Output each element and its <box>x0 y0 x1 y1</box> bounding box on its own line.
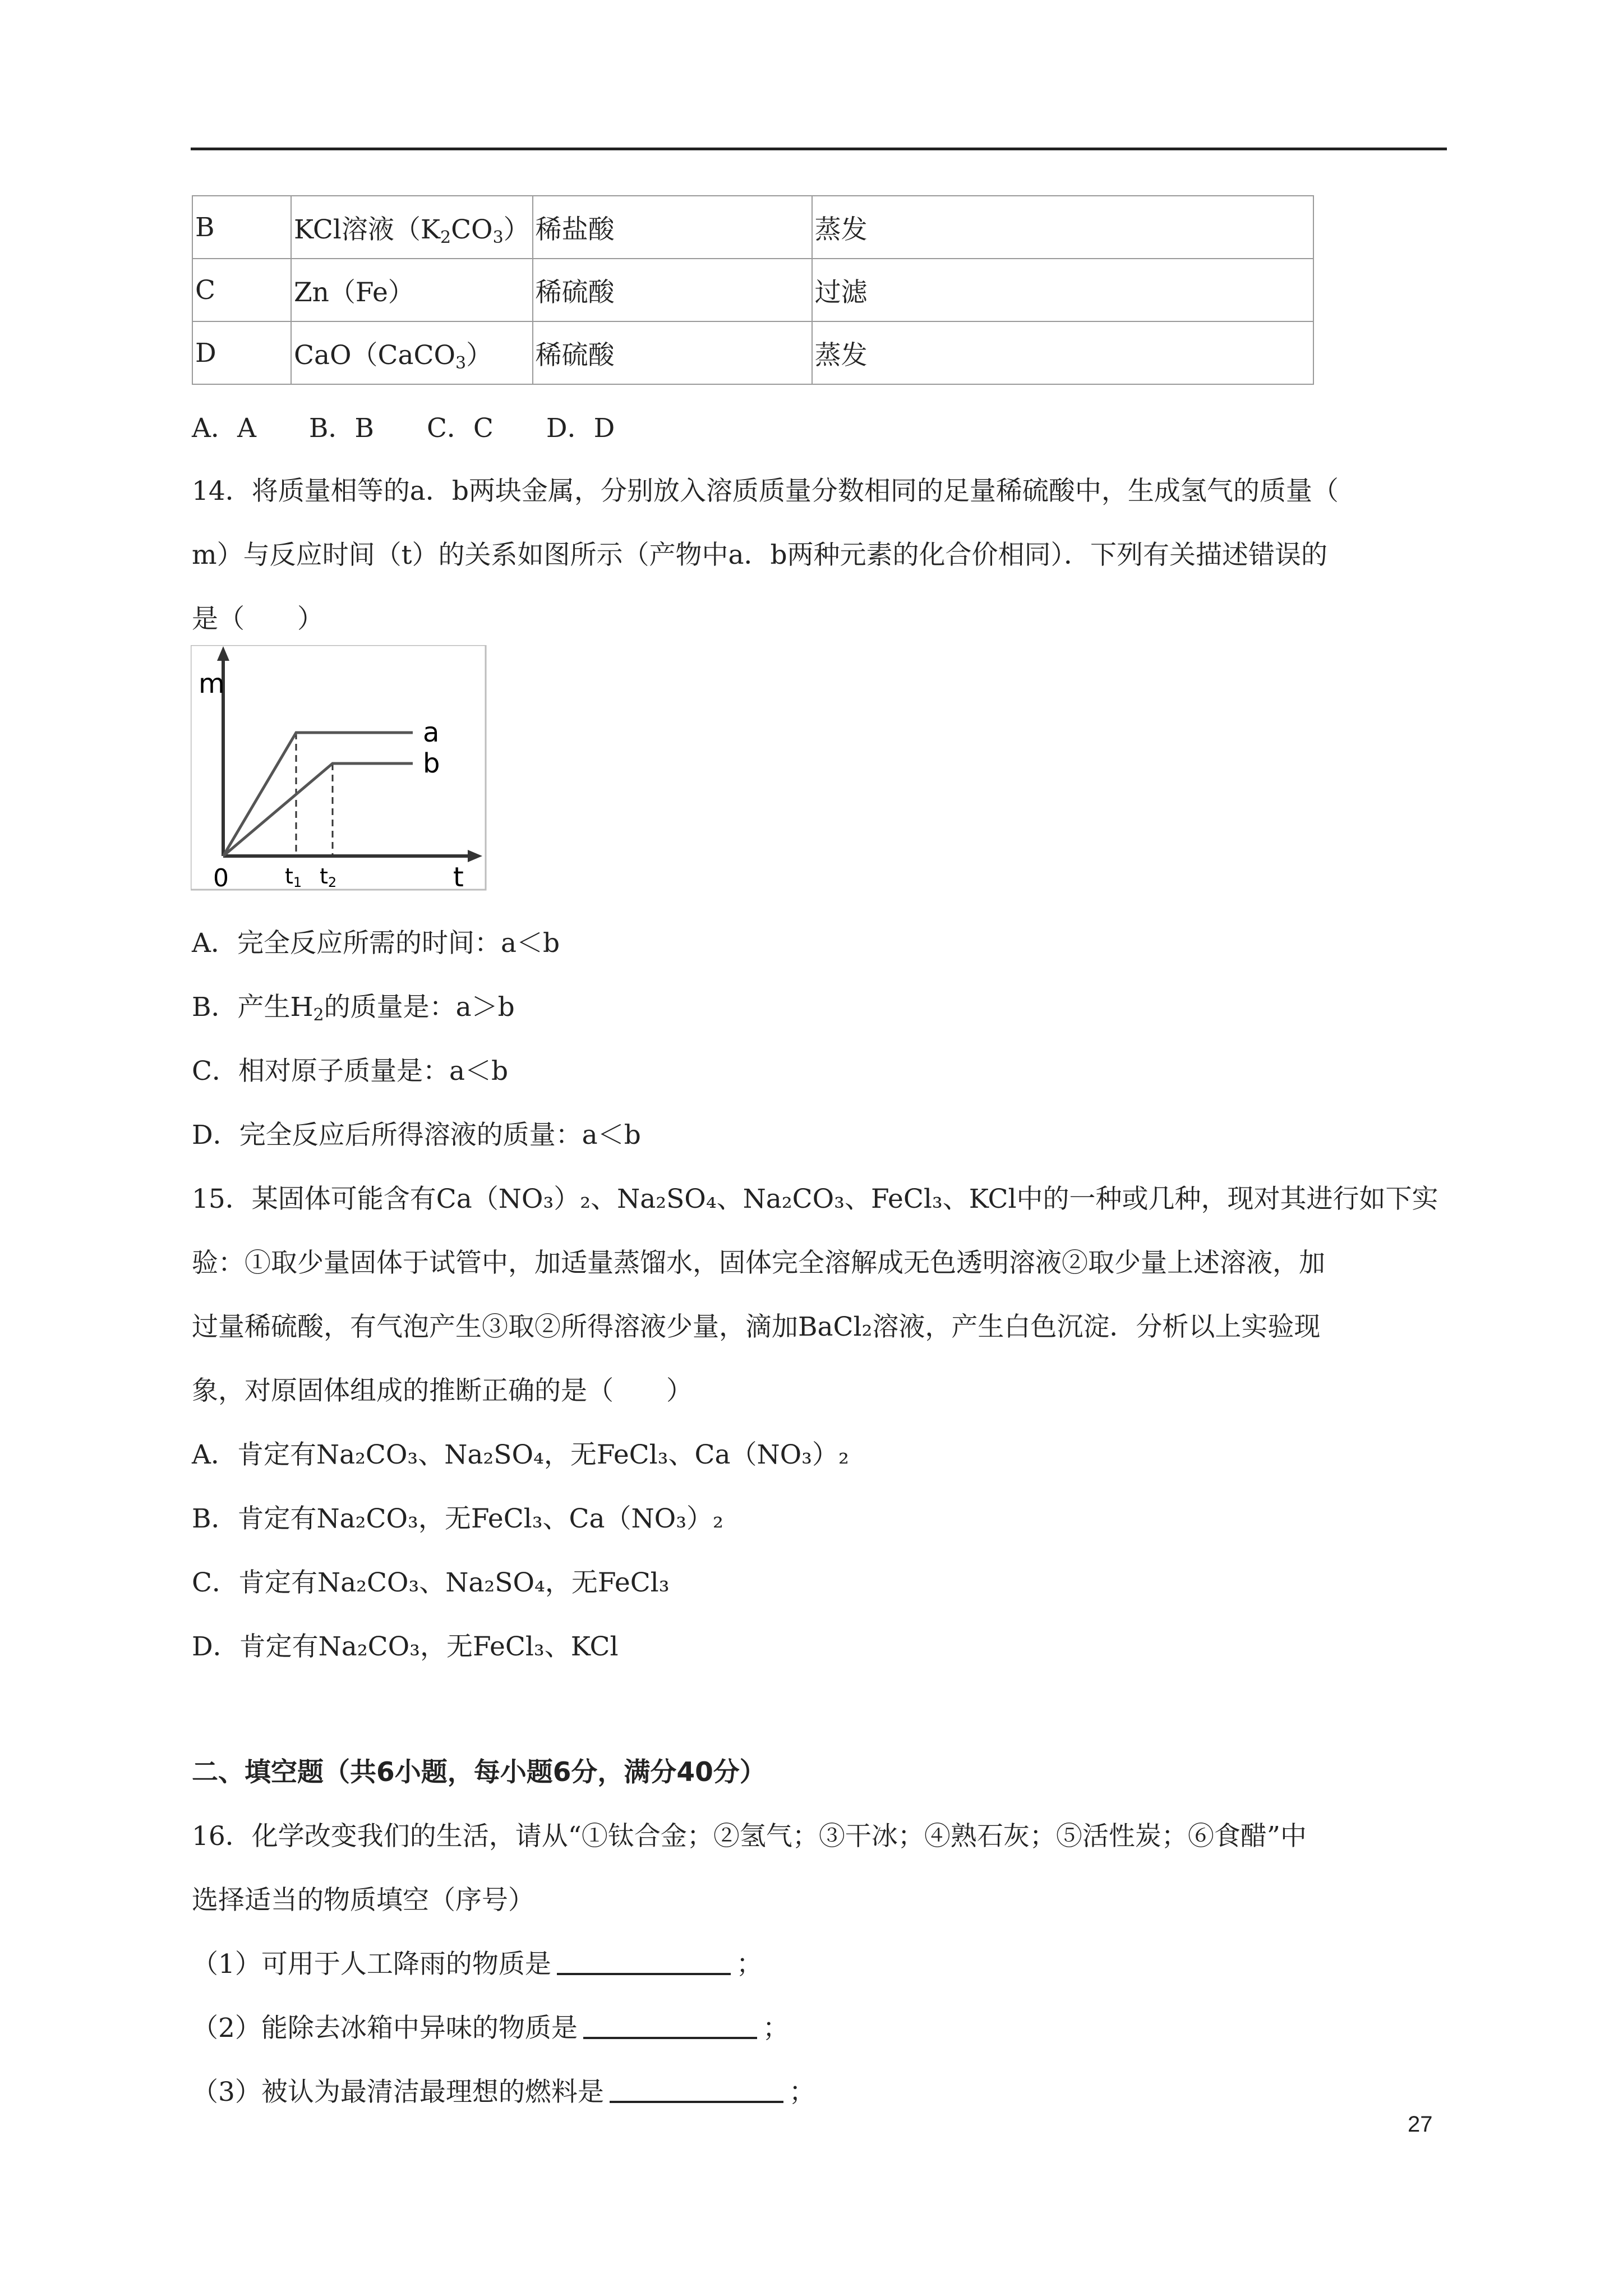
q14-option-a: A．完全反应所需的时间：a＜b <box>192 928 560 959</box>
row-method: 过滤 <box>812 259 1313 321</box>
tick-label-t2: t2 <box>320 864 337 890</box>
row-reagent: 稀盐酸 <box>533 196 812 259</box>
q15-text-line2: 验：①取少量固体于试管中，加适量蒸馏水，固体完全溶解成无色透明溶液②取少量上述溶液，加 <box>192 1248 1325 1278</box>
series-a-line <box>223 733 413 856</box>
q16-text-line2: 选择适当的物质填空（序号） <box>192 1885 534 1916</box>
answer-blank[interactable] <box>610 2078 783 2103</box>
q15-text-line1: 15．某固体可能含有Ca（NO₃）₂、Na₂SO₄、Na₂CO₃、FeCl₃、KCl中的一种或几种，现对其进行如下实 <box>192 1184 1438 1214</box>
series-a-label: a <box>423 717 440 748</box>
row-method: 蒸发 <box>812 321 1313 384</box>
q16-sub1: （1）可用于人工降雨的物质是 ； <box>192 1949 763 1980</box>
answer-table <box>192 195 1314 385</box>
table-row <box>192 259 1313 321</box>
row-label: C <box>192 259 291 321</box>
x-axis-label: t <box>453 862 464 892</box>
q15-option-d: D．肯定有Na₂CO₃，无FeCl₃、KCl <box>192 1631 619 1662</box>
x-axis-arrow <box>468 850 482 862</box>
y-axis-label: m <box>199 668 225 700</box>
q16-sub3: （3）被认为最清洁最理想的燃料是 ； <box>192 2077 815 2108</box>
q14-text-line2: m）与反应时间（t）的关系如图所示（产物中a．b两种元素的化合价相同）．下列有关描述错误的 <box>192 540 1328 570</box>
q14-option-d: D．完全反应后所得溶液的质量：a＜b <box>192 1120 641 1151</box>
q14-option-b: B．产生$H_2$的质量是：a＞b <box>192 992 515 1025</box>
tick-label-t1: t1 <box>285 864 302 890</box>
q15-text-line3: 过量稀硫酸，有气泡产生③取②所得溶液少量，滴加BaCl₂溶液，产生白色沉淀．分析以上实验现 <box>192 1312 1321 1342</box>
row-reagent: 稀硫酸 <box>533 321 812 384</box>
q16-sub2: （2）能除去冰箱中异味的物质是 ； <box>192 2013 789 2044</box>
page-number: 27 <box>1408 2112 1433 2137</box>
q14-chart <box>191 645 488 892</box>
q14-option-c: C．相对原子质量是：a＜b <box>192 1056 509 1087</box>
q15-text-line4: 象，对原固体组成的推断正确的是（ ） <box>192 1375 693 1406</box>
y-axis-arrow <box>217 646 229 661</box>
q13-options: A．A B．B C．C D．D <box>192 413 615 444</box>
header-rule <box>191 148 1447 150</box>
row-label: D <box>192 321 291 384</box>
row-sample: KCl溶液$(K_2CO_3)$ <box>291 196 533 259</box>
series-b-label: b <box>423 748 440 779</box>
answer-blank[interactable] <box>583 2014 757 2039</box>
table-row <box>192 196 1313 259</box>
answer-blank[interactable] <box>557 1950 731 1975</box>
q15-option-a: A．肯定有Na₂CO₃、Na₂SO₄，无FeCl₃、Ca（NO₃）₂ <box>192 1439 849 1470</box>
row-label: B <box>192 196 291 259</box>
section-title: 二、填空题（共6小题，每小题6分，满分40分） <box>192 1757 766 1788</box>
q15-option-c: C．肯定有Na₂CO₃、Na₂SO₄，无FeCl₃ <box>192 1567 670 1598</box>
row-sample: Zn（Fe） <box>291 259 533 321</box>
table-row <box>192 321 1313 384</box>
chart-frame <box>191 645 486 890</box>
row-method: 蒸发 <box>812 196 1313 259</box>
q14-text-line3: 是（ ） <box>192 604 324 634</box>
row-sample: CaO（CaCO$_3$） <box>291 321 533 384</box>
origin-label: 0 <box>213 864 229 892</box>
q16-text-line1: 16．化学改变我们的生活，请从“①钛合金；②氢气；③干冰；④熟石灰；⑤活性炭；⑥食醋”中 <box>192 1821 1307 1852</box>
q14-text-line1: 14．将质量相等的a．b两块金属，分别放入溶质质量分数相同的足量稀硫酸中，生成氢气的质量（ <box>192 476 1339 507</box>
q15-option-b: B．肯定有Na₂CO₃，无FeCl₃、Ca（NO₃）₂ <box>192 1503 723 1534</box>
row-reagent: 稀硫酸 <box>533 259 812 321</box>
